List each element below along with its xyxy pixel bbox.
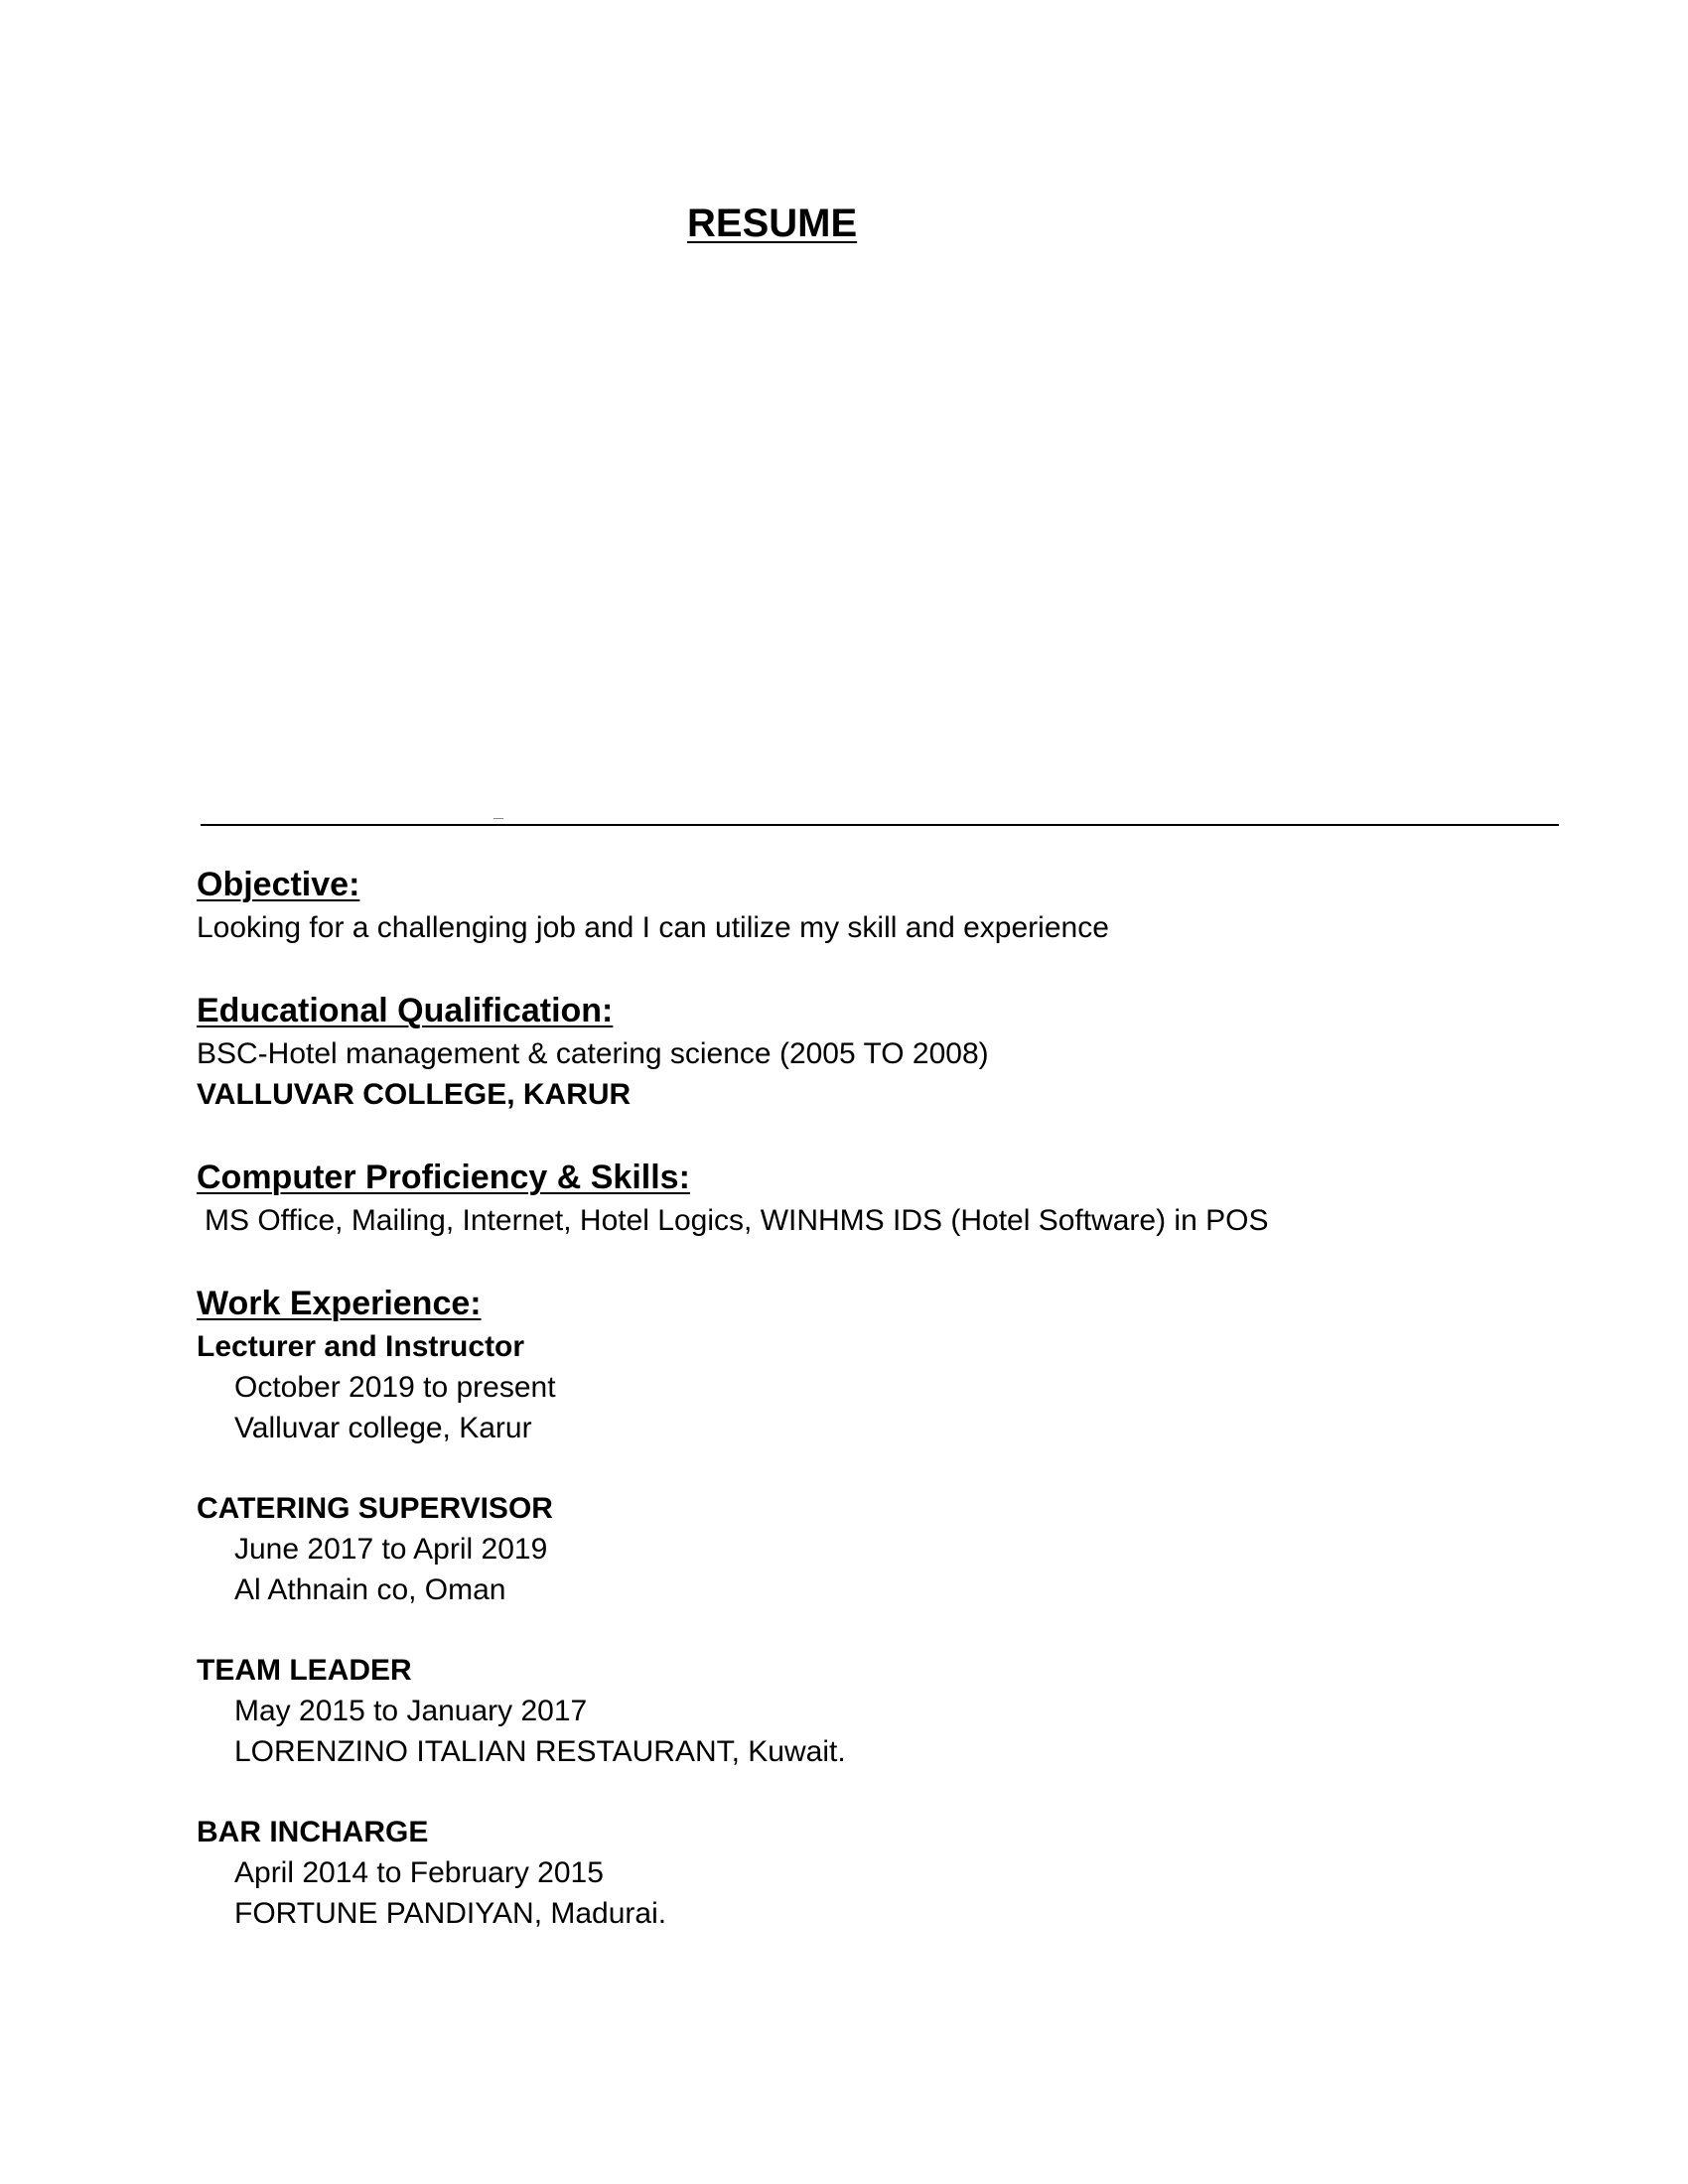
job-period: June 2017 to April 2019 (234, 1533, 548, 1566)
job-title: CATERING SUPERVISOR (197, 1492, 553, 1525)
objective-text: Looking for a challenging job and I can utilize my skill and experience (197, 911, 1109, 944)
skills-section (197, 1155, 1537, 1241)
objective-section (197, 862, 1537, 948)
objective-heading: Objective: (197, 866, 360, 903)
job-period: April 2014 to February 2015 (234, 1856, 604, 1889)
education-institution: VALLUVAR COLLEGE, KARUR (197, 1078, 632, 1111)
job-period: May 2015 to January 2017 (234, 1695, 588, 1727)
education-heading: Educational Qualification: (197, 992, 614, 1029)
skills-text: MS Office, Mailing, Internet, Hotel Logics, WINHMS IDS (Hotel Software) in POS (205, 1204, 1269, 1237)
page-title: RESUME (687, 202, 858, 245)
job-entry (197, 1650, 1537, 1772)
education-degree: BSC-Hotel management & catering science (2005 TO 2008) (197, 1037, 989, 1070)
experience-section (197, 1281, 1537, 1934)
job-employer: Al Athnain co, Oman (234, 1573, 506, 1606)
job-entry (197, 1812, 1537, 1934)
divider-mark (493, 818, 503, 819)
job-title: Lecturer and Instructor (197, 1330, 525, 1363)
job-employer: Valluvar college, Karur (234, 1412, 532, 1444)
experience-heading: Work Experience: (197, 1285, 482, 1322)
job-entry (197, 1488, 1537, 1610)
job-entry (197, 1326, 1537, 1448)
job-title: BAR INCHARGE (197, 1816, 429, 1848)
skills-heading: Computer Proficiency & Skills: (197, 1159, 690, 1196)
resume-content (197, 862, 1537, 1934)
education-section (197, 988, 1537, 1115)
job-employer: LORENZINO ITALIAN RESTAURANT, Kuwait. (234, 1735, 846, 1768)
job-period: October 2019 to present (234, 1371, 556, 1404)
horizontal-divider (201, 824, 1559, 826)
job-employer: FORTUNE PANDIYAN, Madurai. (234, 1897, 667, 1930)
job-title: TEAM LEADER (197, 1654, 412, 1687)
